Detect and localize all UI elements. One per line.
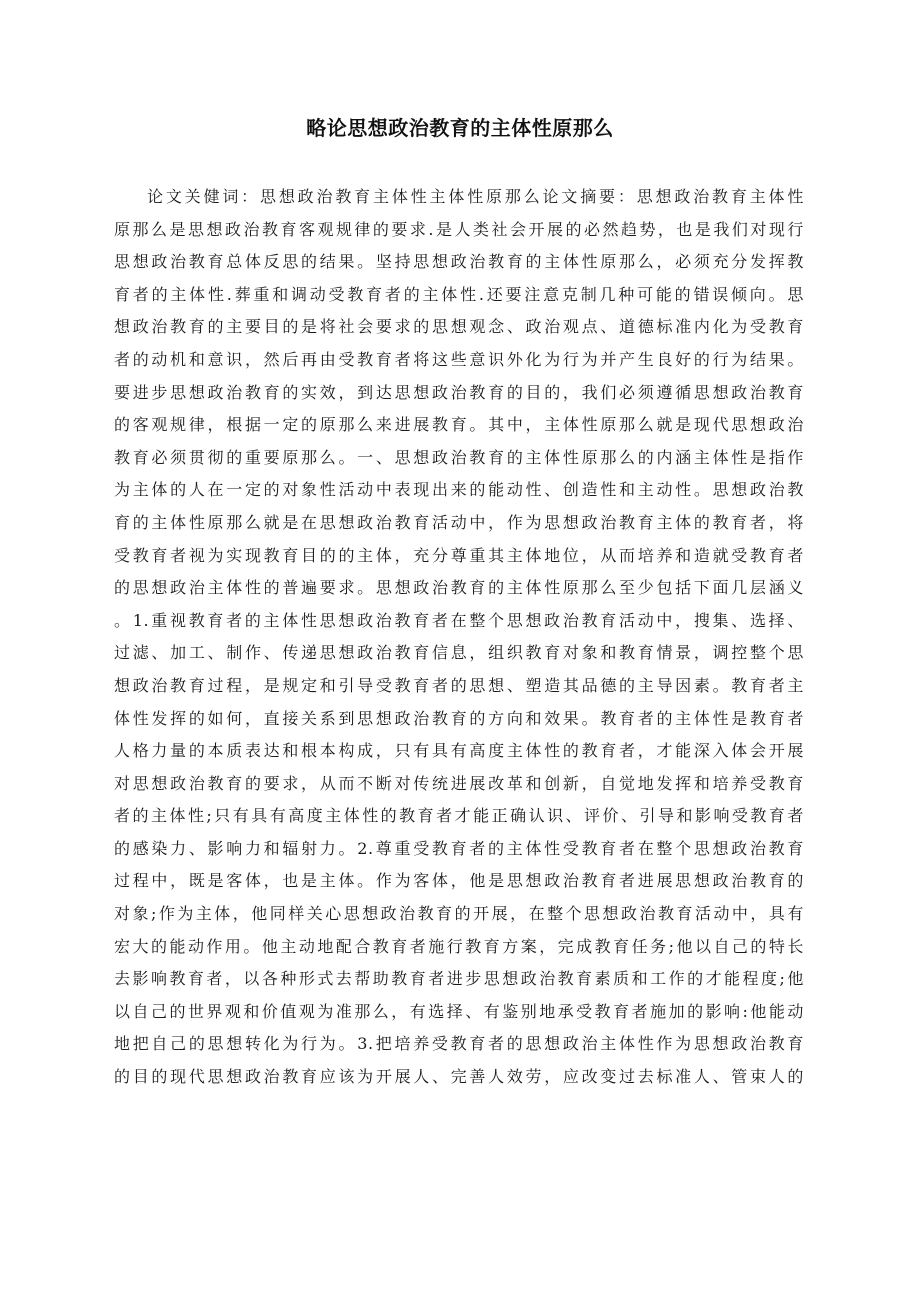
body-line: 要进步思想政治教育的实效，到达思想政治教育的目的，我们必须遵循思想政治教育 xyxy=(114,382,804,402)
body-line: 。1.重视教育者的主体性思想政治教育者在整个思想政治教育活动中，搜集、选择、 xyxy=(114,610,804,630)
document-body xyxy=(114,181,804,1094)
body-line: 育者的主体性.葬重和调动受教育者的主体性.还要注意克制几种可能的错误倾向。思 xyxy=(114,284,804,304)
body-line: 者的动机和意识，然后再由受教育者将这些意识外化为行为并产生良好的行为结果。 xyxy=(114,349,804,369)
body-line: 想政治教育的主要目的是将社会要求的思想观念、政治观点、道德标准内化为受教育 xyxy=(114,317,804,337)
body-line: 论文关健词：思想政治教育主体性主体性原那么论文摘要：思想政治教育主体性 xyxy=(147,187,804,206)
body-line: 者的主体性;只有具有高度主体性的教育者才能正确认识、评价、引导和影响受教育者 xyxy=(114,806,804,826)
body-line: 宏大的能动作用。他主动地配合教育者施行教育方案，完成教育任务;他以自己的特长 xyxy=(114,936,804,956)
body-line: 过程中，既是客体，也是主体。作为客体，他是思想政治教育者进展思想政治教育的 xyxy=(114,871,804,891)
body-line: 受教育者视为实现教育目的的主体，充分尊重其主体地位，从而培养和造就受教育者 xyxy=(114,545,804,565)
body-line: 人格力量的本质表达和根本构成，只有具有高度主体性的教育者，才能深入体会开展 xyxy=(114,741,804,761)
body-line: 育的主体性原那么就是在思想政治教育活动中，作为思想政治教育主体的教育者，将 xyxy=(114,512,804,532)
body-line: 以自己的世界观和价值观为准那么，有选择、有鉴别地承受教育者施加的影响:他能动 xyxy=(114,1001,804,1021)
body-line: 为主体的人在一定的对象性活动中表现出来的能动性、创造性和主动性。思想政治教 xyxy=(114,480,804,500)
body-line: 过滤、加工、制作、传递思想政治教育信息，组织教育对象和教育情景，调控整个思 xyxy=(114,643,804,663)
body-line: 的思想政治主体性的普遍要求。思想政治教育的主体性原那么至少包括下面几层涵义 xyxy=(114,578,804,598)
body-line: 地把自己的思想转化为行为。3.把培养受教育者的思想政治主体性作为思想政治教育 xyxy=(114,1034,804,1054)
body-line: 体性发挥的如何，直接关系到思想政治教育的方向和效果。教育者的主体性是教育者 xyxy=(114,708,804,728)
body-line: 教育必须贯彻的重要原那么。一、思想政治教育的主体性原那么的内涵主体性是指作 xyxy=(114,447,804,467)
body-line: 思想政治教育总体反思的结果。坚持思想政治教育的主体性原那么，必须充分发挥教 xyxy=(114,252,804,272)
body-line: 对思想政治教育的要求，从而不断对传统进展改革和创新，自觉地发挥和培养受教育 xyxy=(114,773,804,793)
body-line: 想政治教育过程，是规定和引导受教育者的思想、塑造其品德的主导因素。教育者主 xyxy=(114,675,804,695)
body-line: 去影响教育者，以各种形式去帮助教育者进步思想政治教育素质和工作的才能程度;他 xyxy=(114,969,804,989)
body-line: 对象;作为主体，他同样关心思想政治教育的开展，在整个思想政治教育活动中，具有 xyxy=(114,904,804,924)
body-line: 原那么是思想政治教育客观规律的要求.是人类社会开展的必然趋势，也是我们对现行 xyxy=(114,219,804,239)
body-line: 的感染力、影响力和辐射力。2.尊重受教育者的主体性受教育者在整个思想政治教育 xyxy=(114,838,804,858)
document-title: 略论思想政治教育的主体性原那么 xyxy=(306,116,614,140)
body-line: 的目的现代思想政治教育应该为开展人、完善人效劳，应改变过去标准人、管束人的 xyxy=(114,1067,804,1087)
body-line: 的客观规律，根据一定的原那么来进展教育。其中，主体性原那么就是现代思想政治 xyxy=(114,415,804,435)
